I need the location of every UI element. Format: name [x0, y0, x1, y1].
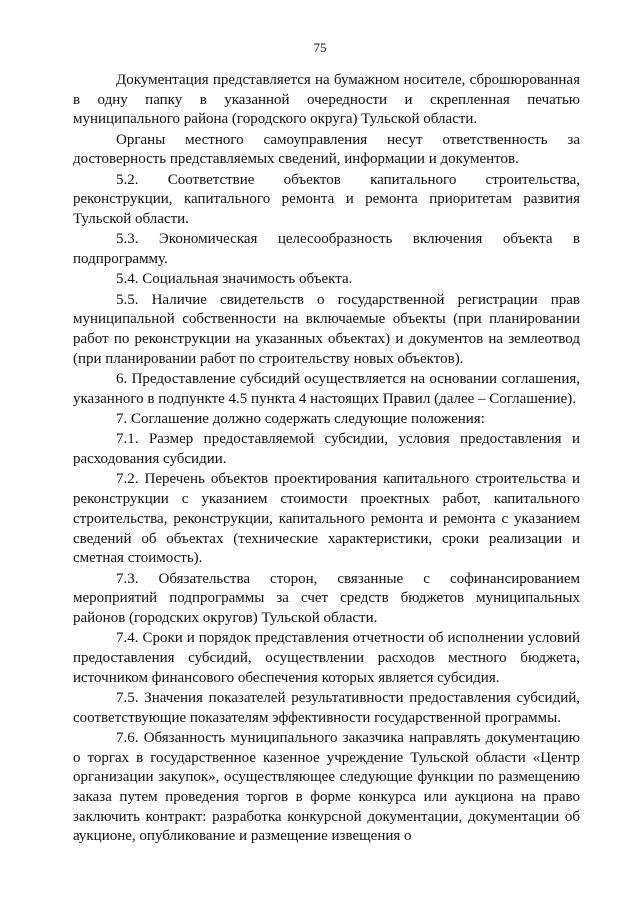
paragraph-5-2: 5.2. Соответствие объектов капитального строительства, реконструкции, капитального ремонта и ремонта приоритетам развития Тульской области. — [73, 171, 580, 228]
paragraph-7-5: 7.5. Значения показателей результативности предоставления субсидий, соответствующие показателям эффективности государственной программы. — [73, 689, 580, 726]
paragraph-5-4: 5.4. Социальная значимость объекта. — [116, 271, 353, 288]
paragraph-7-4: 7.4. Сроки и порядок представления отчетности об исполнении условий предоставления субсидий, осуществлении расходов местного бюджета, источником финансового обеспечения которых является субсидия. — [73, 630, 580, 686]
paragraph-responsibility: Органы местного самоуправления несут ответственность за достоверность представляемых сведений, информации и документов. — [73, 131, 580, 168]
paragraph-5-5: 5.5. Наличие свидетельств о государственной регистрации прав муниципальной собственности на включаемые объекты (при планировании работ по реконструкции на указанных объектах) и документов на землеотвод (при планировании работ по строительству новых объектов). — [73, 291, 580, 367]
page-number: 75 — [313, 40, 327, 55]
paragraph-7-6: 7.6. Обязанность муниципального заказчика направлять документацию о торгах в государственное казенное учреждение Тульской области «Центр организации закупок», осуществляющее следующие функции по размещению заказа путем проведения торгов в форме конкурса или аукциона на право заключить контракт: разработка конкурсной документации, документации об аукционе, опубликование и размещение извещения о — [73, 729, 580, 845]
paragraph-7-2: 7.2. Перечень объектов проектирования капитального строительства и реконструкции с указанием стоимости проектных работ, капитального строительства, реконструкции, капитального ремонта и ремонта с указанием сведений об объектах (технические характеристики, сроки реализации и сметная стоимость). — [73, 471, 580, 567]
paragraph-7-1: 7.1. Размер предоставляемой субсидии, условия предоставления и расходования субсидии. — [73, 431, 580, 468]
document-body — [73, 71, 580, 847]
paragraph-7-3: 7.3. Обязательства сторон, связанные с софинансированием мероприятий подпрограммы за счет средств бюджетов муниципальных районов (городских округов) Тульской области. — [73, 570, 580, 626]
paragraph-5-3: 5.3. Экономическая целесообразность включения объекта в подпрограмму. — [73, 231, 580, 268]
paragraph-documentation: Документация представляется на бумажном носителе, сброшюрованная в одну папку в указанной очередности и скрепленная печатью муниципального района (городского округа) Тульской области. — [73, 72, 580, 128]
paragraph-6: 6. Предоставление субсидий осуществляется на основании соглашения, указанного в подпункте 4.5 пункта 4 настоящих Правил (далее – Соглашение). — [73, 371, 580, 407]
paragraph-7: 7. Соглашение должно содержать следующие положения: — [116, 411, 485, 428]
